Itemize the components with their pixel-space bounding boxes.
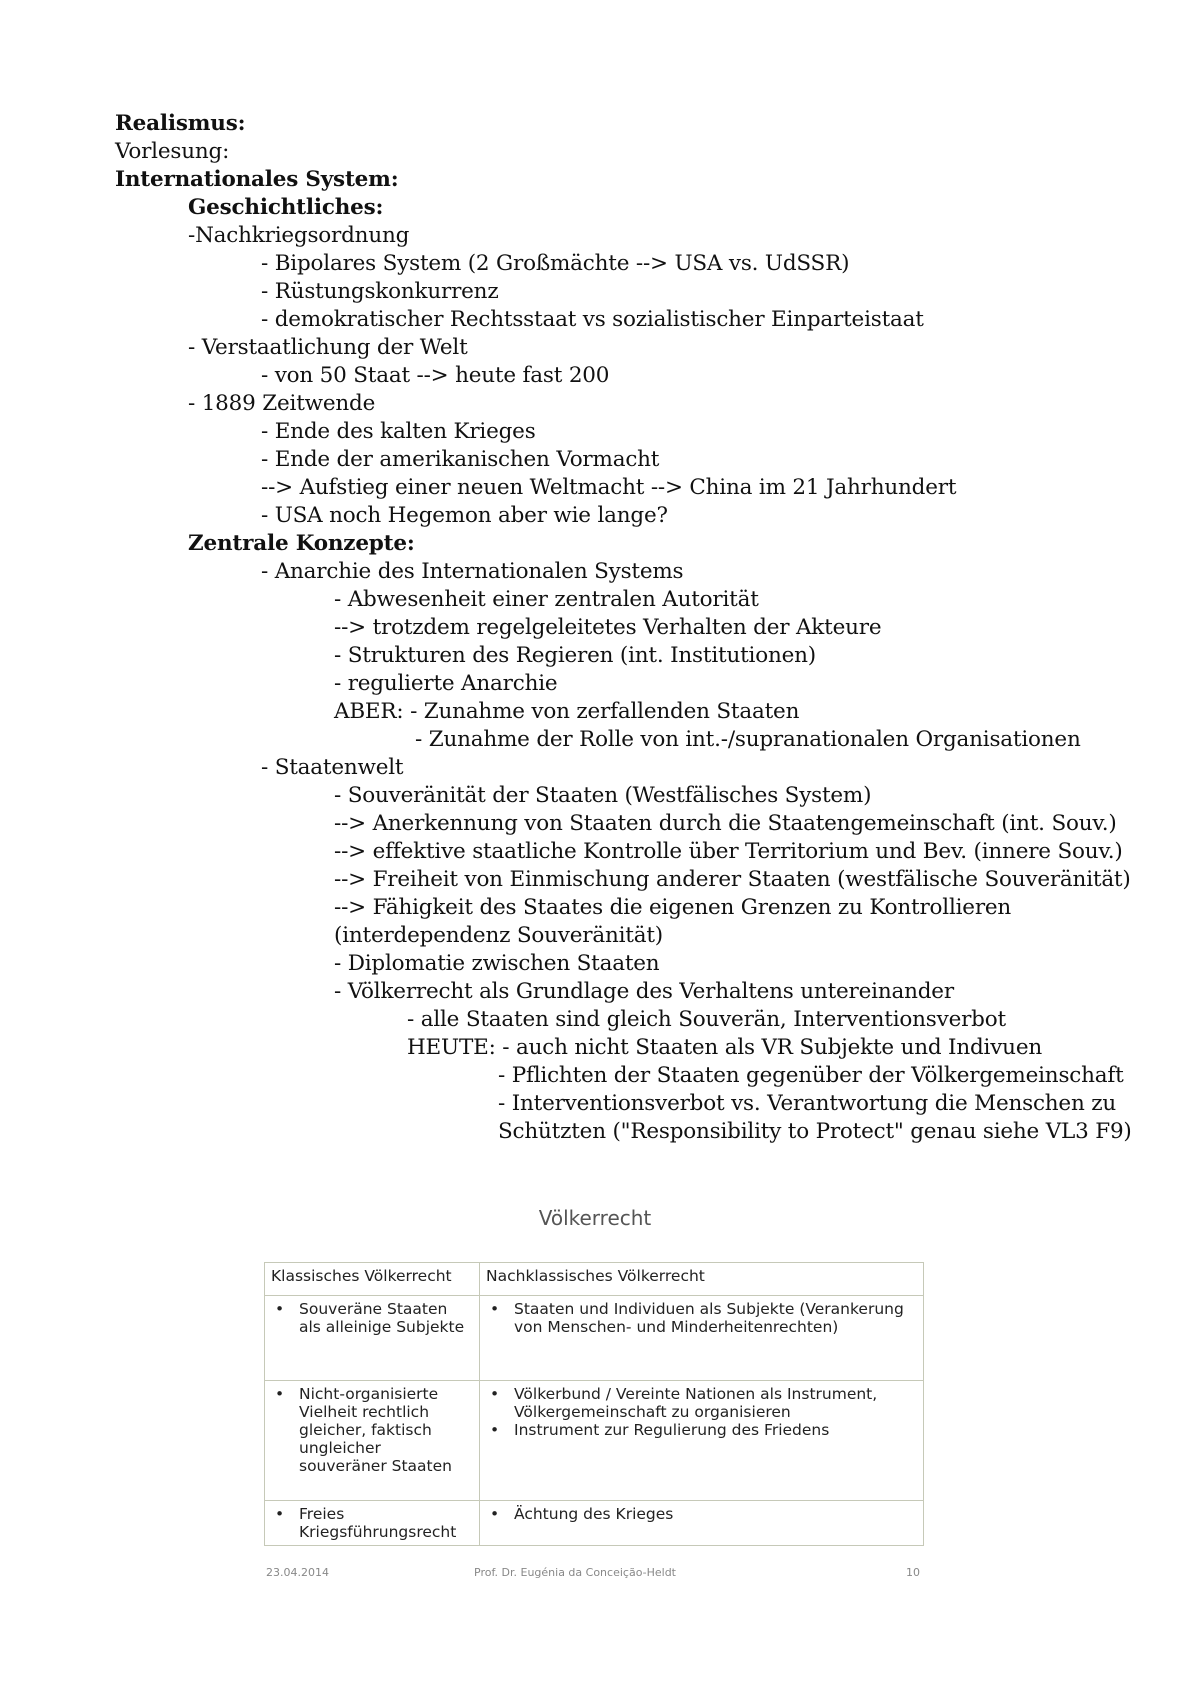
table-header-cell: Klassisches Völkerrecht [265,1263,480,1296]
voelkerrecht-table [264,1262,924,1546]
table-row [265,1296,924,1381]
text-line: - Staatenwelt [261,755,404,780]
document-body [115,110,1132,1146]
table-header-cell: Nachklassisches Völkerrecht [480,1263,924,1296]
text-line: --> Freiheit von Einmischung anderer Staaten (westfälische Souveränität) [334,867,1131,892]
heading-realismus: Realismus: [115,111,246,136]
text-line: ABER: - Zunahme von zerfallenden Staaten [334,699,800,724]
table-header-row [265,1263,924,1296]
slide-footer-author: Prof. Dr. Eugénia da Conceição-Heldt [474,1566,676,1579]
table-cell [480,1296,924,1381]
text-line: - Interventionsverbot vs. Verantwortung die Menschen zu [498,1091,1117,1116]
table-cell [265,1296,480,1381]
text-line: (interdependenz Souveränität) [334,923,663,948]
slide-title: Völkerrecht [538,1206,652,1230]
text-line: --> trotzdem regelgeleitetes Verhalten der Akteure [334,615,882,640]
slide-footer-page: 10 [906,1566,920,1579]
table-cell [480,1501,924,1546]
text-line: - regulierte Anarchie [334,671,558,696]
text-line: - 1889 Zeitwende [188,391,376,416]
subheading-vorlesung: Vorlesung: [115,139,230,164]
list-item: • Staaten und Individuen als Subjekte (Verankerung von Menschen- und Minderheitenrechten) [486,1300,917,1336]
text-line: - von 50 Staat --> heute fast 200 [261,363,610,388]
text-line: - Anarchie des Internationalen Systems [261,559,684,584]
table-cell [480,1381,924,1501]
table-row [265,1501,924,1546]
text-line: - Souveränität der Staaten (Westfälisches System) [334,783,872,808]
text-line: - Zunahme der Rolle von int.-/supranationalen Organisationen [415,727,1081,752]
subsection-geschichtliches: Geschichtliches: [188,195,384,220]
table-row [265,1381,924,1501]
embedded-slide-image [252,1206,938,1598]
text-line: --> effektive staatliche Kontrolle über Territorium und Bev. (innere Souv.) [334,839,1123,864]
list-item: • Völkerbund / Vereinte Nationen als Instrument, Völkergemeinschaft zu organisieren [486,1385,917,1421]
text-line: - Abwesenheit einer zentralen Autorität [334,587,759,612]
text-line: - Bipolares System (2 Großmächte --> USA vs. UdSSR) [261,251,850,276]
table-cell [265,1381,480,1501]
text-line: - Verstaatlichung der Welt [188,335,468,360]
text-line: - Völkerrecht als Grundlage des Verhaltens untereinander [334,979,954,1004]
text-line: - Pflichten der Staaten gegenüber der Völkergemeinschaft [498,1063,1124,1088]
list-item: • Nicht-organisierte Vielheit rechtlich gleicher, faktisch ungleicher souveräner Staaten [271,1385,473,1475]
text-line: - Diplomatie zwischen Staaten [334,951,660,976]
text-line: - Rüstungskonkurrenz [261,279,499,304]
list-item: • Freies Kriegsführungsrecht [271,1505,473,1541]
text-line: Schützten ("Responsibility to Protect" genau siehe VL3 F9) [498,1119,1132,1144]
text-line: - Ende des kalten Krieges [261,419,536,444]
list-item: • Instrument zur Regulierung des Friedens [486,1421,917,1439]
text-line: - alle Staaten sind gleich Souverän, Interventionsverbot [407,1007,1006,1032]
subsection-zentrale-konzepte: Zentrale Konzepte: [188,531,415,556]
text-line: --> Fähigkeit des Staates die eigenen Grenzen zu Kontrollieren [334,895,1012,920]
text-line: - Ende der amerikanischen Vormacht [261,447,660,472]
text-line: - demokratischer Rechtsstaat vs sozialistischer Einparteistaat [261,307,924,332]
text-line: - USA noch Hegemon aber wie lange? [261,503,668,528]
list-item: • Souveräne Staaten als alleinige Subjekte [271,1300,473,1336]
text-line: --> Aufstieg einer neuen Weltmacht --> China im 21 Jahrhundert [261,475,957,500]
text-line: - Strukturen des Regieren (int. Institutionen) [334,643,816,668]
text-line: HEUTE: - auch nicht Staaten als VR Subjekte und Indivuen [407,1035,1042,1060]
text-line: --> Anerkennung von Staaten durch die Staatengemeinschaft (int. Souv.) [334,811,1117,836]
table-cell [265,1501,480,1546]
slide-footer-date: 23.04.2014 [266,1566,329,1579]
list-item: • Ächtung des Krieges [486,1505,917,1523]
section-internationales-system: Internationales System: [115,167,399,192]
text-line: -Nachkriegsordnung [188,223,410,248]
